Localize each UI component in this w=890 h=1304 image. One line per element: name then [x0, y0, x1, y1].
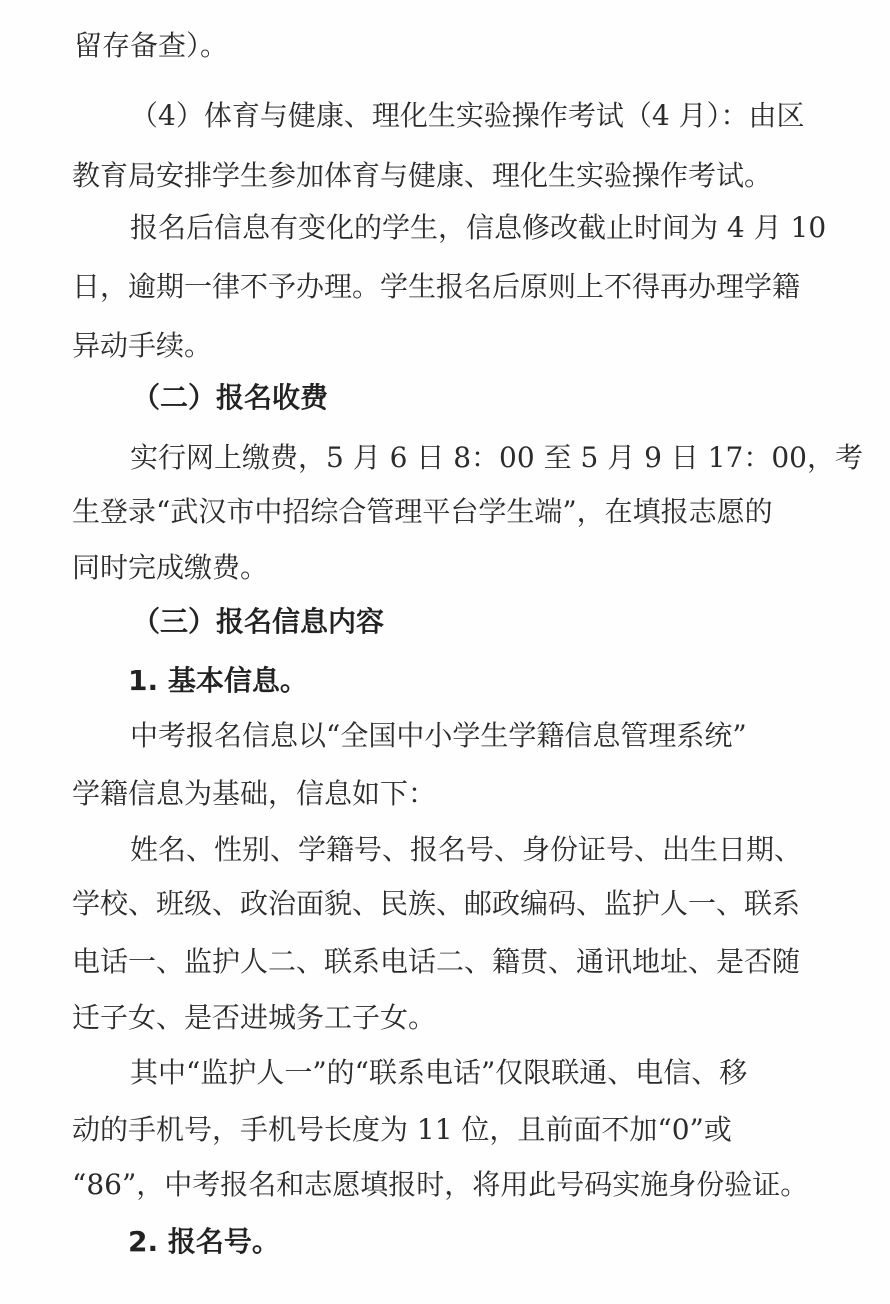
text-line: 教育局安排学生参加体育与健康、理化生实验操作考试。	[72, 159, 773, 192]
section-heading: （三）报名信息内容	[132, 605, 385, 638]
text-line: 同时完成缴费。	[72, 551, 269, 584]
text-line: 其中“监护人一”的“联系电话”仅限联通、电信、移	[130, 1056, 748, 1089]
text-line: 学籍信息为基础，信息如下：	[72, 777, 437, 810]
text-line: 留存备查）。	[74, 29, 229, 62]
text-line: 迁子女、是否进城务工子女。	[72, 1001, 437, 1034]
text-line: 日，逾期一律不予办理。学生报名后原则上不得再办理学籍	[72, 270, 801, 303]
text-line: （4）体育与健康、理化生实验操作考试（4 月）：由区	[130, 99, 805, 132]
text-line: 姓名、性别、学籍号、报名号、身份证号、出生日期、	[130, 833, 803, 866]
subsection-heading: 1. 基本信息。	[128, 664, 308, 697]
text-line: 中考报名信息以“全国中小学生学籍信息管理系统”	[130, 719, 747, 752]
text-line: 报名后信息有变化的学生，信息修改截止时间为 4 月 10	[130, 211, 827, 244]
text-line: 生登录“武汉市中招综合管理平台学生端”，在填报志愿的	[72, 495, 773, 528]
section-heading: （二）报名收费	[132, 381, 329, 414]
text-line: 动的手机号，手机号长度为 11 位，且前面不加“0”或	[72, 1113, 732, 1146]
text-line: 学校、班级、政治面貌、民族、邮政编码、监护人一、联系	[72, 887, 801, 920]
subsection-heading: 2. 报名号。	[128, 1225, 280, 1258]
text-line: “86”，中考报名和志愿填报时，将用此号码实施身份验证。	[72, 1168, 809, 1201]
text-line: 异动手续。	[72, 329, 213, 362]
text-line: 电话一、监护人二、联系电话二、籍贯、通讯地址、是否随	[72, 945, 801, 978]
text-line: 实行网上缴费，5 月 6 日 8：00 至 5 月 9 日 17：00，考	[130, 441, 863, 474]
